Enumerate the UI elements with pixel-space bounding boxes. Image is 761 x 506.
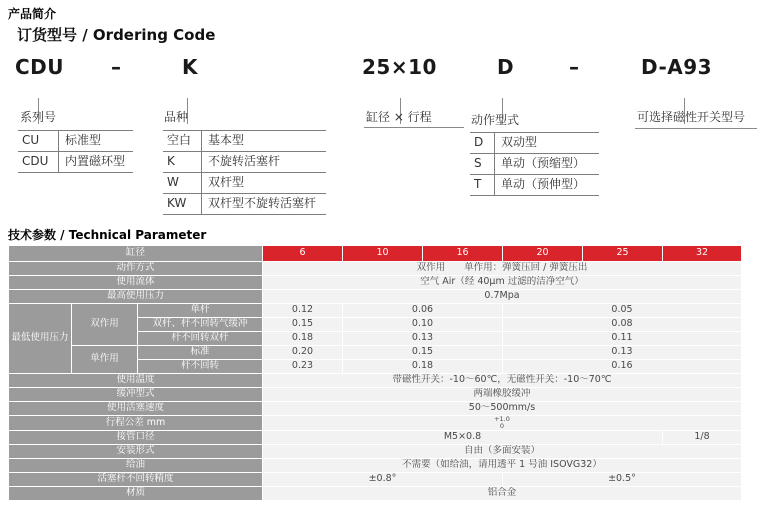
- table-row: [18, 152, 133, 173]
- table-row: [470, 175, 599, 196]
- pressure-value: 0.11: [503, 332, 741, 345]
- row-label: 使用流体: [9, 276, 262, 289]
- bore-column-header: 25: [583, 246, 662, 261]
- accuracy-right: ±0.5°: [503, 473, 741, 486]
- series-code: CU: [18, 131, 59, 152]
- variety-code: W: [163, 173, 202, 194]
- stacked-tolerance: +1.0 0: [494, 416, 510, 430]
- table-row: [9, 262, 741, 275]
- port-size-last: 1/8: [663, 431, 741, 444]
- pressure-value: 0.15: [263, 318, 342, 331]
- pressure-value: 0.15: [343, 346, 502, 359]
- action-desc: 单动（预缩型）: [495, 154, 600, 175]
- variety-desc: 基本型: [202, 131, 327, 152]
- series-table: [18, 130, 133, 173]
- variety-table: [163, 130, 326, 215]
- series-desc: 内置磁环型: [59, 152, 134, 173]
- table-header-row: [9, 246, 741, 261]
- tolerance-value: [263, 416, 741, 430]
- bore-column-header: 10: [343, 246, 422, 261]
- pressure-value: 0.18: [343, 360, 502, 373]
- single-acting-label: 单作用: [72, 346, 137, 373]
- sub-row-label: 单杆: [138, 304, 262, 317]
- port-size-main: M5×0.8: [263, 431, 662, 444]
- row-label: 给油: [9, 459, 262, 472]
- ordering-code-title: 订货型号 / Ordering Code: [17, 26, 216, 44]
- row-value: 带磁性开关：-10～60℃，无磁性开关：-10～70℃: [263, 374, 741, 387]
- table-row: [163, 194, 326, 215]
- series-desc: 标准型: [59, 131, 134, 152]
- pressure-value: 0.18: [263, 332, 342, 345]
- row-value: 两端橡胶缓冲: [263, 388, 741, 401]
- tech-parameter-table: [8, 245, 742, 501]
- row-value: 自由（多面安装）: [263, 445, 741, 458]
- table-row: [9, 473, 741, 486]
- row-label: 活塞杆不回转精度: [9, 473, 262, 486]
- pressure-value: 0.08: [503, 318, 741, 331]
- pressure-value: 0.13: [503, 346, 741, 359]
- sub-row-label: 标准: [138, 346, 262, 359]
- pressure-value: 0.10: [343, 318, 502, 331]
- series-code: CDU: [18, 152, 59, 173]
- pressure-value: 0.13: [343, 332, 502, 345]
- label-underline: [635, 128, 757, 129]
- table-row: [9, 459, 741, 472]
- bore-column-header: 6: [263, 246, 342, 261]
- table-row: [163, 173, 326, 194]
- pressure-value: 0.16: [503, 360, 741, 373]
- action-code: D: [470, 133, 495, 154]
- row-label: 缓冲型式: [9, 388, 262, 401]
- row-label: 动作方式: [9, 262, 262, 275]
- label-variety: 品种: [164, 110, 189, 124]
- table-row: [470, 154, 599, 175]
- sub-row-label: 杆不回转: [138, 360, 262, 373]
- row-value: 空气 Air（经 40μm 过滤的洁净空气）: [263, 276, 741, 289]
- code-segment-bore-stroke: 25×10: [362, 55, 437, 79]
- bore-column-header: 20: [503, 246, 582, 261]
- code-segment-switch: D-A93: [641, 55, 713, 79]
- code-dash: –: [111, 55, 122, 79]
- label-action-type: 动作型式: [471, 113, 520, 127]
- row-value: 50～500mm/s: [263, 402, 741, 415]
- action-desc: 单动（预伸型）: [495, 175, 600, 196]
- sub-row-label: 双杆、杆不回转气缓冲: [138, 318, 262, 331]
- table-row: [9, 487, 741, 500]
- row-label: 行程公差 mm: [9, 416, 262, 430]
- bore-header-label: 缸径: [9, 246, 262, 261]
- row-value: 不需要（如给油，请用透平 1 号油 ISOVG32）: [263, 459, 741, 472]
- table-row: [18, 131, 133, 152]
- pressure-value: 0.20: [263, 346, 342, 359]
- code-segment-variety: K: [182, 55, 198, 79]
- row-label: 最高使用压力: [9, 290, 262, 303]
- row-label: 材质: [9, 487, 262, 500]
- tech-parameter-title: 技术参数 / Technical Parameter: [8, 228, 207, 242]
- variety-desc: 不旋转活塞杆: [202, 152, 327, 173]
- code-dash: –: [569, 55, 580, 79]
- action-code: S: [470, 154, 495, 175]
- code-segment-series: CDU: [15, 55, 65, 79]
- row-value: 0.7Mpa: [263, 290, 741, 303]
- table-row: [9, 388, 741, 401]
- row-label: 使用活塞速度: [9, 402, 262, 415]
- table-row: [163, 152, 326, 173]
- bore-column-header: 32: [663, 246, 741, 261]
- variety-desc: 双杆型不旋转活塞杆: [202, 194, 327, 215]
- action-code: T: [470, 175, 495, 196]
- min-pressure-label: 最低使用压力: [9, 304, 71, 373]
- action-type-table: [470, 132, 599, 196]
- code-segment-action: D: [497, 55, 515, 79]
- pressure-value: 0.12: [263, 304, 342, 317]
- variety-desc: 双杆型: [202, 173, 327, 194]
- table-row: [9, 304, 741, 317]
- table-row: [470, 133, 599, 154]
- pressure-value: 0.06: [343, 304, 502, 317]
- accuracy-left: ±0.8°: [263, 473, 502, 486]
- table-row: [163, 131, 326, 152]
- label-series: 系列号: [20, 110, 57, 124]
- pressure-value: 0.23: [263, 360, 342, 373]
- table-row: [9, 445, 741, 458]
- double-acting-label: 双作用: [72, 304, 137, 345]
- row-label: 使用温度: [9, 374, 262, 387]
- table-row: [9, 290, 741, 303]
- row-label: 接管口径: [9, 431, 262, 444]
- table-row: [9, 402, 741, 415]
- label-underline: [364, 127, 464, 128]
- action-desc: 双动型: [495, 133, 600, 154]
- label-switch-model: 可选择磁性开关型号: [637, 110, 746, 124]
- table-row: [9, 431, 741, 444]
- row-label: 安装形式: [9, 445, 262, 458]
- table-row: [9, 346, 741, 359]
- table-row: [9, 276, 741, 289]
- label-bore-stroke: 缸径 × 行程: [366, 110, 432, 124]
- row-value: 铝合金: [263, 487, 741, 500]
- bore-column-header: 16: [423, 246, 502, 261]
- pressure-value: 0.05: [503, 304, 741, 317]
- row-value: 双作用 单作用：弹簧压回 / 弹簧压出: [263, 262, 741, 275]
- sub-row-label: 杆不回转双杆: [138, 332, 262, 345]
- section-kicker: 产品简介: [8, 7, 57, 21]
- table-row: [9, 374, 741, 387]
- variety-code: K: [163, 152, 202, 173]
- variety-code: KW: [163, 194, 202, 215]
- table-row: [9, 416, 741, 430]
- variety-code: 空白: [163, 131, 202, 152]
